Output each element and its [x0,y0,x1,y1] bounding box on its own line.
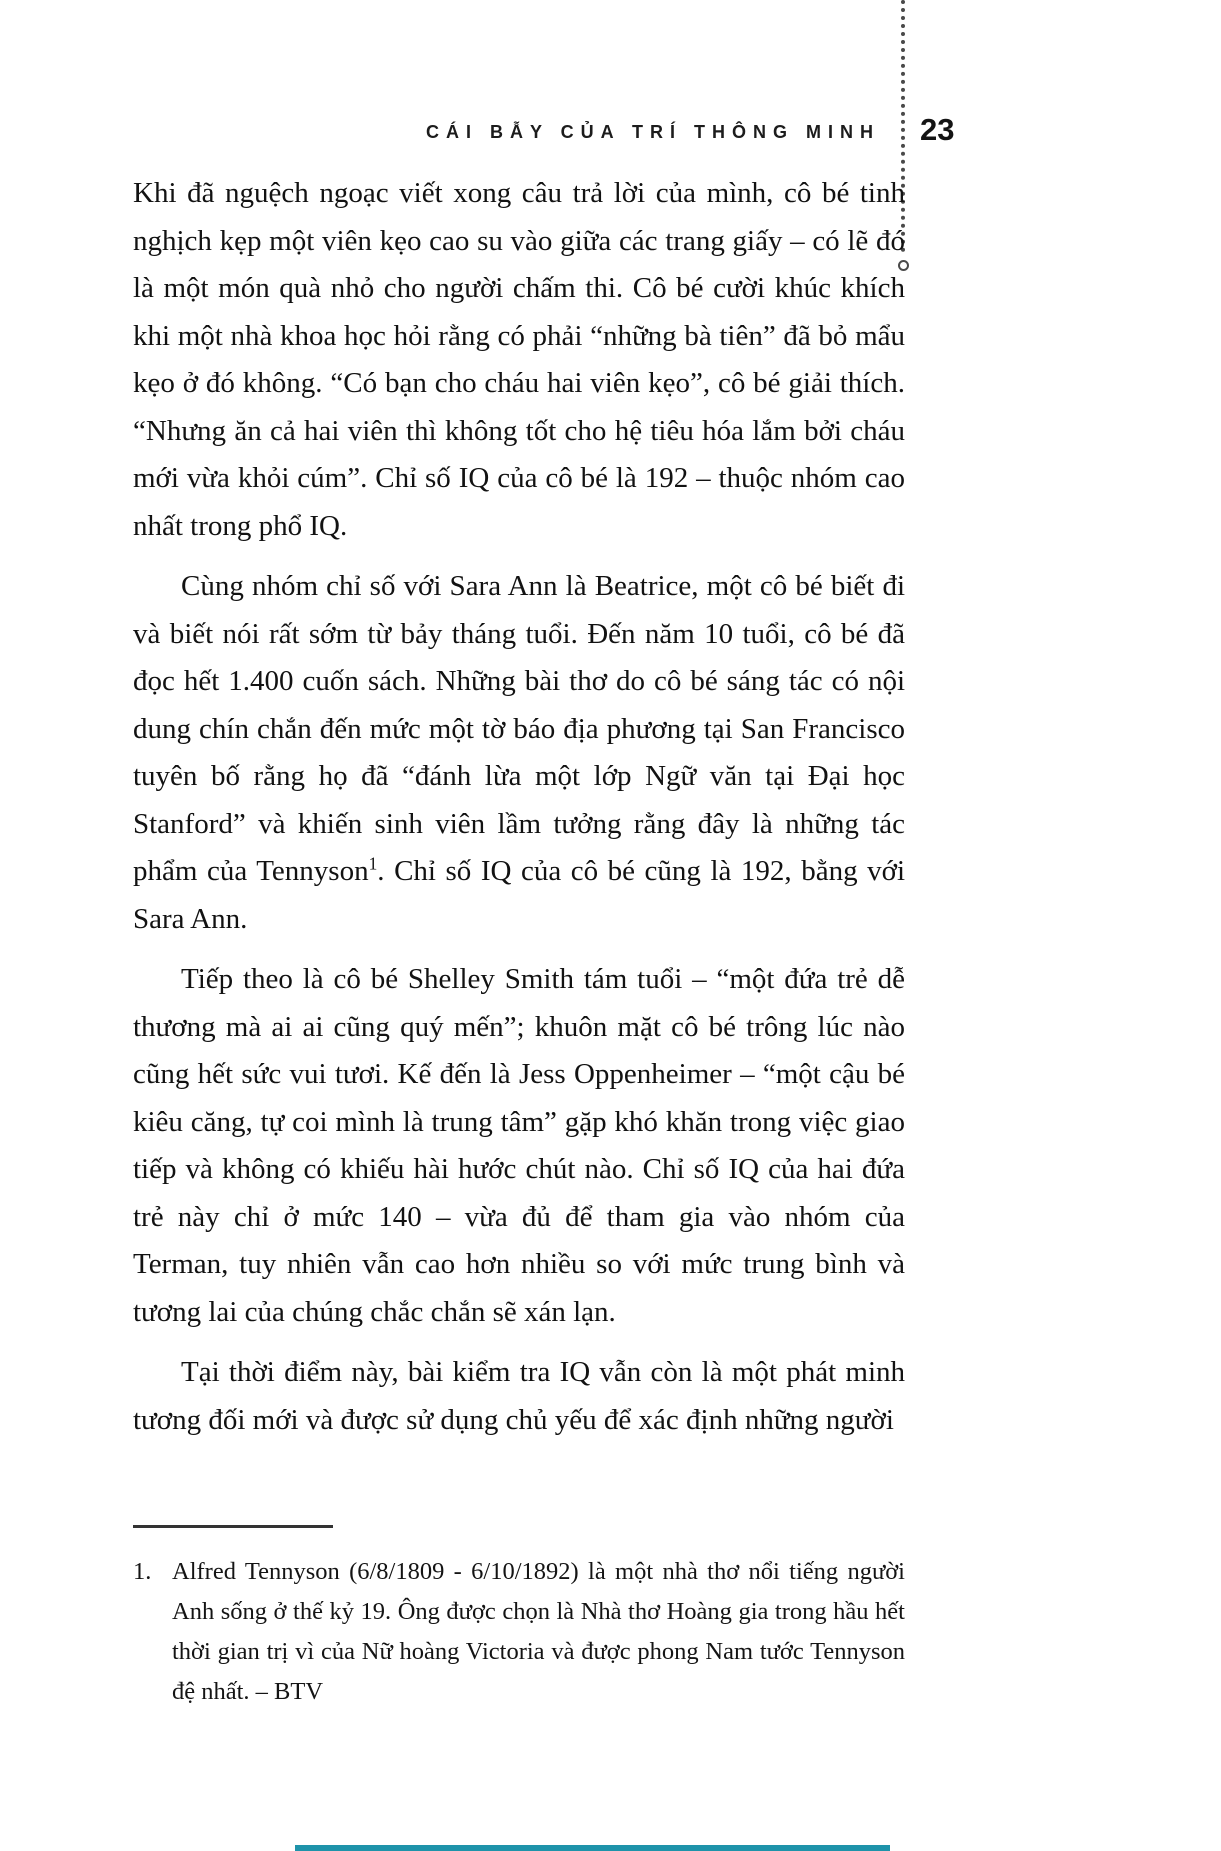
running-title: CÁI BẪY CỦA TRÍ THÔNG MINH [426,122,880,142]
footnote-reference: 1 [368,853,378,874]
bottom-accent-bar [295,1845,890,1851]
footnote-marker: 1. [133,1558,152,1585]
paragraph-2-text-after-ref: . Chỉ số IQ của cô bé cũng là 192, bằng với Sara Ann. [133,855,906,935]
paragraph-2-text: Cùng nhóm chỉ số với Sara Ann là Beatrice, một cô bé biết đi và biết nói rất sớm từ bảy tháng tuổi. Đến năm 10 tuổi, cô bé đã đọc hết 1.400 cuốn sách. Những bài thơ do cô bé sáng tác có nội dung chín chắn đến mức một tờ báo địa phương tại San Francisco tuyên bố rằng họ đã “đánh lừa một lớp Ngữ văn tại Đại học Stanford” và khiến sinh viên lầm tưởng rằng đây là những tác phẩm của Tennyson [133,570,905,887]
page-number: 23 [920,112,955,147]
running-header [0,112,1221,160]
paragraph-2 [133,563,905,943]
paragraph-1: Khi đã nguệch ngoạc viết xong câu trả lời của mình, cô bé tinh nghịch kẹp một viên kẹo cao su vào giữa các trang giấy – có lẽ đó là một món quà nhỏ cho người chấm thi. Cô bé cười khúc khích khi một nhà khoa học hỏi rằng có phải “những bà tiên” đã bỏ mẩu kẹo ở đó không. “Có bạn cho cháu hai viên kẹo”, cô bé giải thích. “Nhưng ăn cả hai viên thì không tốt cho hệ tiêu hóa lắm bởi cháu mới vừa khỏi cúm”. Chỉ số IQ của cô bé là 192 – thuộc nhóm cao nhất trong phổ IQ. [133,177,905,542]
footnote [133,1552,905,1712]
footnote-text: Alfred Tennyson (6/8/1809 - 6/10/1892) là một nhà thơ nổi tiếng người Anh sống ở thế kỷ 19. Ông được chọn là Nhà thơ Hoàng gia trong hầu hết thời gian trị vì của Nữ hoàng Victoria và được phong Nam tước Tennyson đệ nhất. – BTV [172,1558,905,1705]
paragraph-4: Tại thời điểm này, bài kiểm tra IQ vẫn còn là một phát minh tương đối mới và được sử dụng chủ yếu để xác định những người [133,1356,905,1436]
footnote-separator [133,1525,333,1528]
body-text [133,170,905,1457]
paragraph-3: Tiếp theo là cô bé Shelley Smith tám tuổi – “một đứa trẻ dễ thương mà ai ai cũng quý mến”; khuôn mặt cô bé trông lúc nào cũng hết sức vui tươi. Kế đến là Jess Oppenheimer – “một cậu bé kiêu căng, tự coi mình là trung tâm” gặp khó khăn trong việc giao tiếp và không có khiếu hài hước chút nào. Chỉ số IQ của hai đứa trẻ này chỉ ở mức 140 – vừa đủ để tham gia vào nhóm của Terman, tuy nhiên vẫn cao hơn nhiều so với mức trung bình và tương lai của chúng chắc chắn sẽ xán lạn. [133,963,905,1328]
